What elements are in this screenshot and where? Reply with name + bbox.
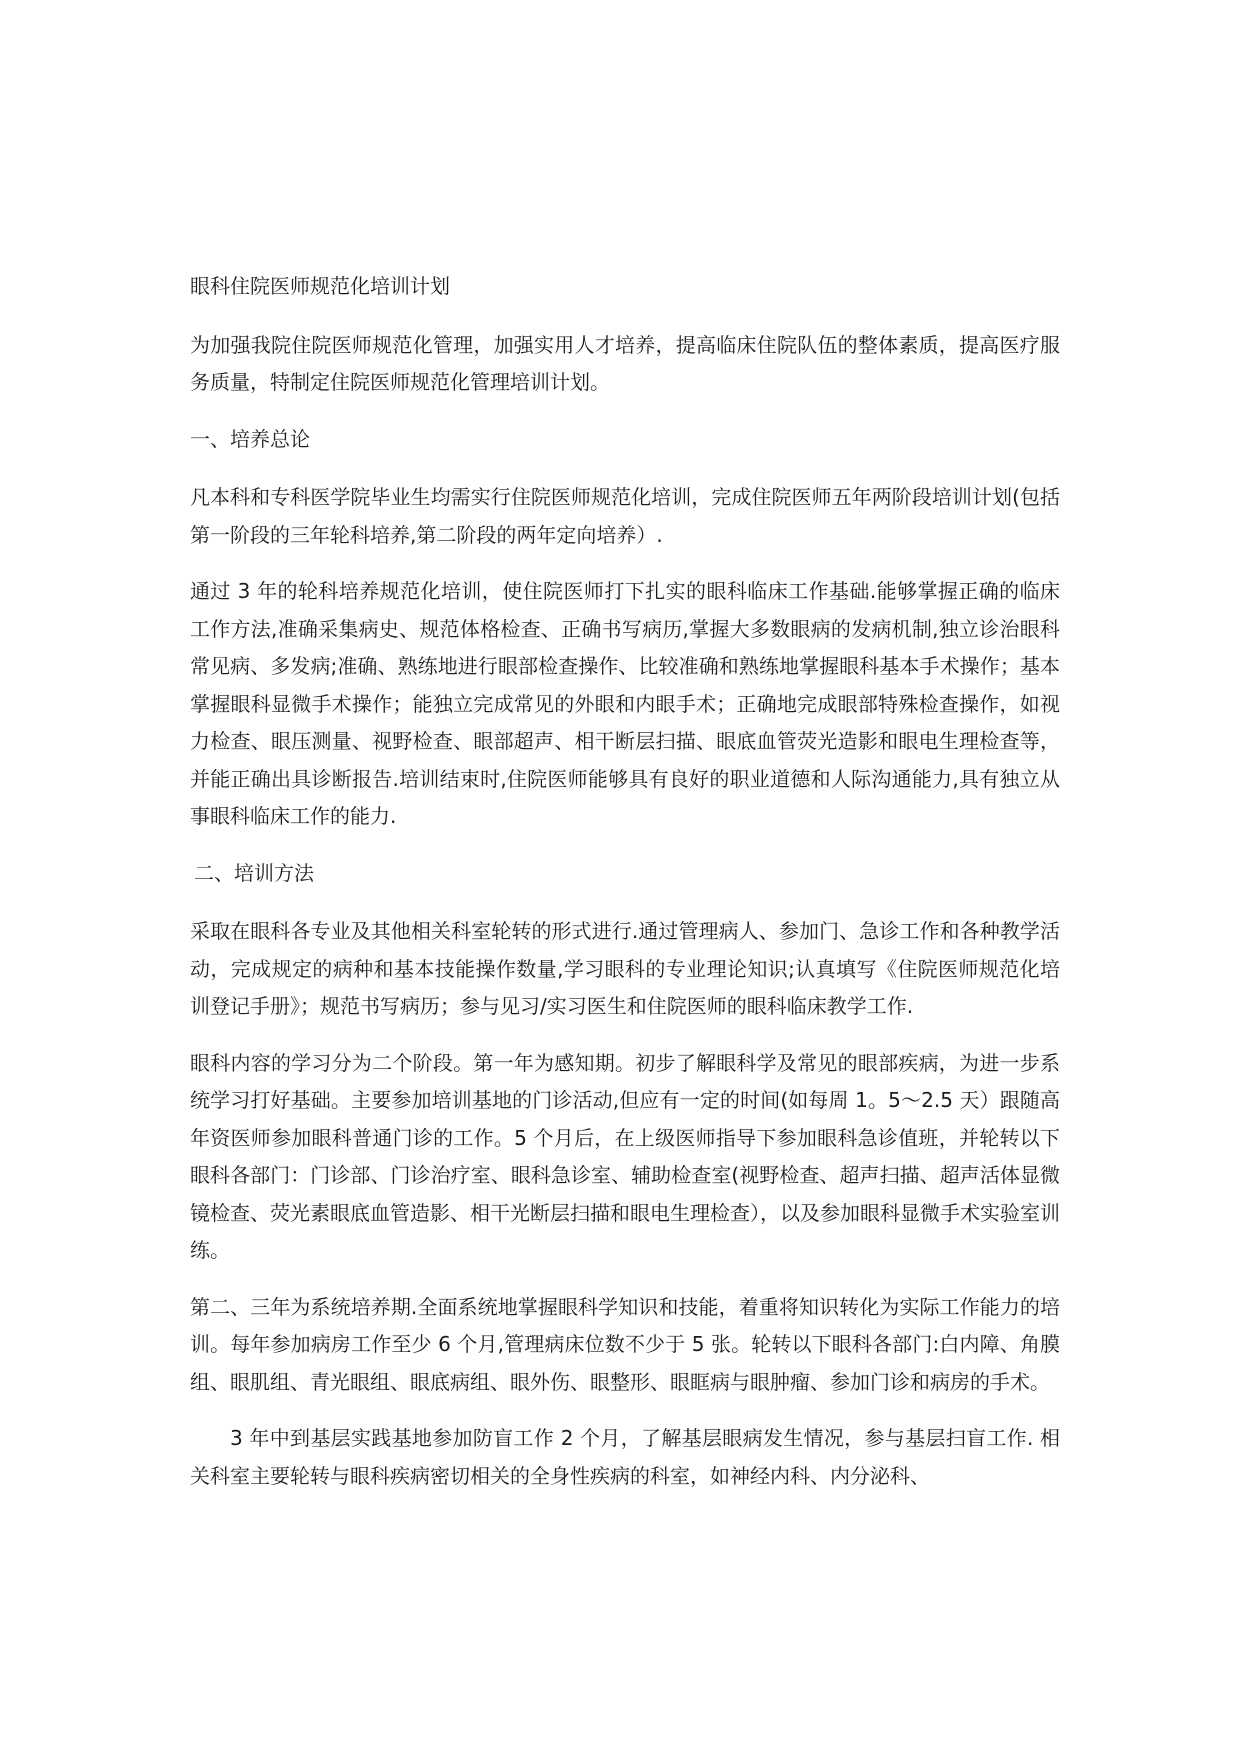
paragraph-training-goals: 通过 3 年的轮科培养规范化培训，使住院医师打下扎实的眼科临床工作基础.能够掌握正确的临床工作方法,准确采集病史、规范体格检查、正确书写病历,掌握大多数眼病的发病机制,独立诊治眼科常见病、多发病;准确、熟练地进行眼部检查操作、比较准确和熟练地掌握眼科基本手术操作；基本掌握眼科显微手术操作；能独立完成常见的外眼和内眼手术；正确地完成眼部特殊检查操作，如视力检查、眼压测量、视野检查、眼部超声、相干断层扫描、眼底血管荧光造影和眼电生理检查等，并能正确出具诊断报告.培训结束时,住院医师能够具有良好的职业道德和人际沟通能力,具有独立从事眼科临床工作的能力. <box>190 579 1060 828</box>
section-heading-training-methods: 二、培训方法 <box>194 860 314 885</box>
paragraph-eligibility: 凡本科和专科医学院毕业生均需实行住院医师规范化培训，完成住院医师五年两阶段培训计划(包括第一阶段的三年轮科培养,第二阶段的两年定向培养）. <box>190 485 1060 547</box>
document-title: 眼科住院医师规范化培训计划 <box>190 274 450 298</box>
paragraph-first-stage: 眼科内容的学习分为二个阶段。第一年为感知期。初步了解眼科学及常见的眼部疾病，为进一步系统学习打好基础。主要参加培训基地的门诊活动,但应有一定的时间(如每周 1。5～2.5 天）跟随高年资医师参加眼科普通门诊的工作。5 个月后，在上级医师指导下参加眼科急诊值班，并轮转以下眼科各部门：门诊部、门诊治疗室、眼科急诊室、辅助检查室(视野检查、超声扫描、超声活体显微镜检查、荧光素眼底血管造影、相干光断层扫描和眼电生理检查），以及参加眼科显微手术实验室训练。 <box>190 1050 1060 1262</box>
document-body <box>190 268 1060 1514</box>
paragraph-second-stage: 第二、三年为系统培养期.全面系统地掌握眼科学知识和技能，着重将知识转化为实际工作能力的培训。每年参加病房工作至少 6 个月,管理病床位数不少于 5 张。轮转以下眼科各部门:白内障、角膜组、眼肌组、青光眼组、眼底病组、眼外伤、眼整形、眼眶病与眼肿瘤、参加门诊和病房的手术。 <box>190 1294 1060 1394</box>
section-heading-training-overview: 一、培养总论 <box>190 426 310 451</box>
paragraph-rotation-format: 采取在眼科各专业及其他相关科室轮转的形式进行.通过管理病人、参加门、急诊工作和各种教学活动，完成规定的病种和基本技能操作数量,学习眼科的专业理论知识;认真填写《住院医师规范化培训登记手册》；规范书写病历；参与见习/实习医生和住院医师的眼科临床教学工作. <box>190 919 1060 1018</box>
paragraph-grassroots-practice: 3 年中到基层实践基地参加防盲工作 2 个月，了解基层眼病发生情况，参与基层扫盲工作. 相关科室主要轮转与眼科疾病密切相关的全身性疾病的科室，如神经内科、内分泌科、 <box>190 1426 1060 1488</box>
intro-paragraph: 为加强我院住院医师规范化管理，加强实用人才培养，提高临床住院队伍的整体素质，提高医疗服务质量，特制定住院医师规范化管理培训计划。 <box>190 332 1060 394</box>
